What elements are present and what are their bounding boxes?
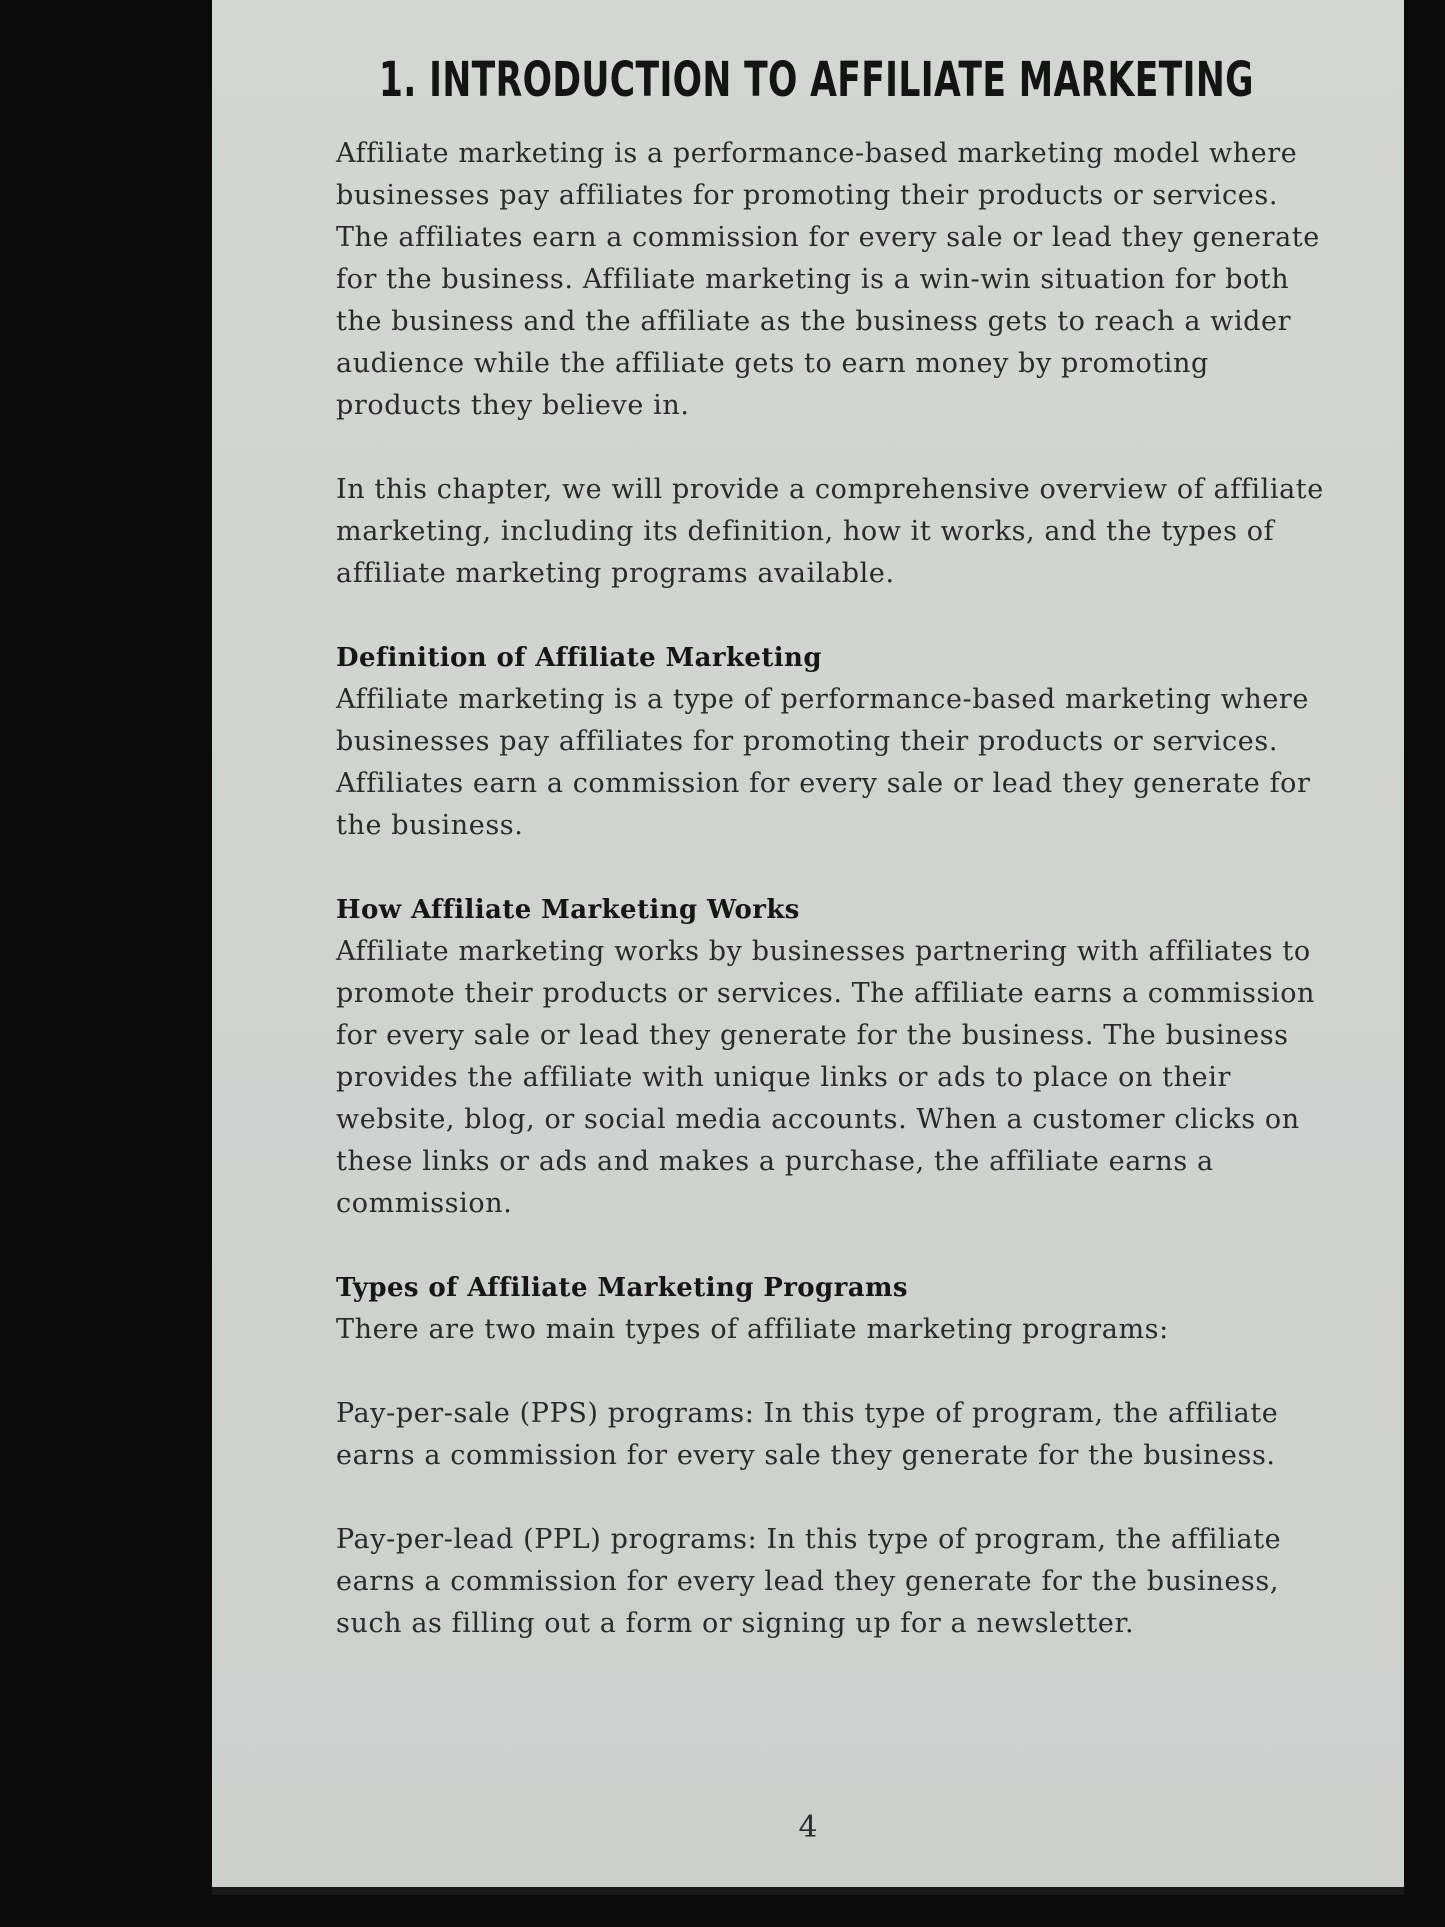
section-body-how-it-works: Affiliate marketing works by businesses partnering with affiliates to promote their products or services. The affiliate earns a commission for every sale or lead they generate for the business. The business provides the affiliate with unique links or ads to place on their website, blog, or social media accounts. When a customer clicks on these links or ads and makes a purchase, the affiliate earns a commission.	[336, 936, 1316, 1219]
intro-paragraph: In this chapter, we will provide a comprehensive overview of affiliate marketing, including its definition, how it works, and the types of affiliate marketing programs available.	[336, 474, 1324, 589]
document-page	[212, 0, 1404, 1895]
page-number: 4	[798, 1810, 818, 1845]
section-body-program-types: There are two main types of affiliate marketing programs:	[336, 1314, 1169, 1345]
section-heading-how-it-works: How Affiliate Marketing Works	[336, 895, 800, 925]
paragraph-spacer	[336, 427, 1336, 469]
section-heading-program-types: Types of Affiliate Marketing Programs	[336, 1273, 908, 1303]
chapter-title: 1. INTRODUCTION TO AFFILIATE MARKETING	[378, 52, 1254, 108]
paragraph-spacer	[336, 1477, 1336, 1519]
section-body-definition: Affiliate marketing is a type of performance-based marketing where businesses pay affiliates for promoting their products or services. Affiliates earn a commission for every sale or lead they generate for the business.	[336, 684, 1311, 841]
page-content	[336, 133, 1336, 1645]
section-heading-definition: Definition of Affiliate Marketing	[336, 643, 822, 673]
program-type-pps: Pay-per-sale (PPS) programs: In this type of program, the affiliate earns a commission for every sale they generate for the business.	[336, 1398, 1279, 1471]
program-type-ppl: Pay-per-lead (PPL) programs: In this type of program, the affiliate earns a commission for every lead they generate for the business, such as filling out a form or signing up for a newsletter.	[336, 1524, 1282, 1639]
intro-paragraph: Affiliate marketing is a performance-based marketing model where businesses pay affiliates for promoting their products or services. The affiliates earn a commission for every sale or lead they generate for the business. Affiliate marketing is a win-win situation for both the business and the affiliate as the business gets to reach a wider audience while the affiliate gets to earn money by promoting products they believe in.	[336, 138, 1320, 421]
paragraph-spacer	[336, 595, 1336, 637]
paragraph-spacer	[336, 1225, 1336, 1267]
paragraph-spacer	[336, 1351, 1336, 1393]
paragraph-spacer	[336, 847, 1336, 889]
